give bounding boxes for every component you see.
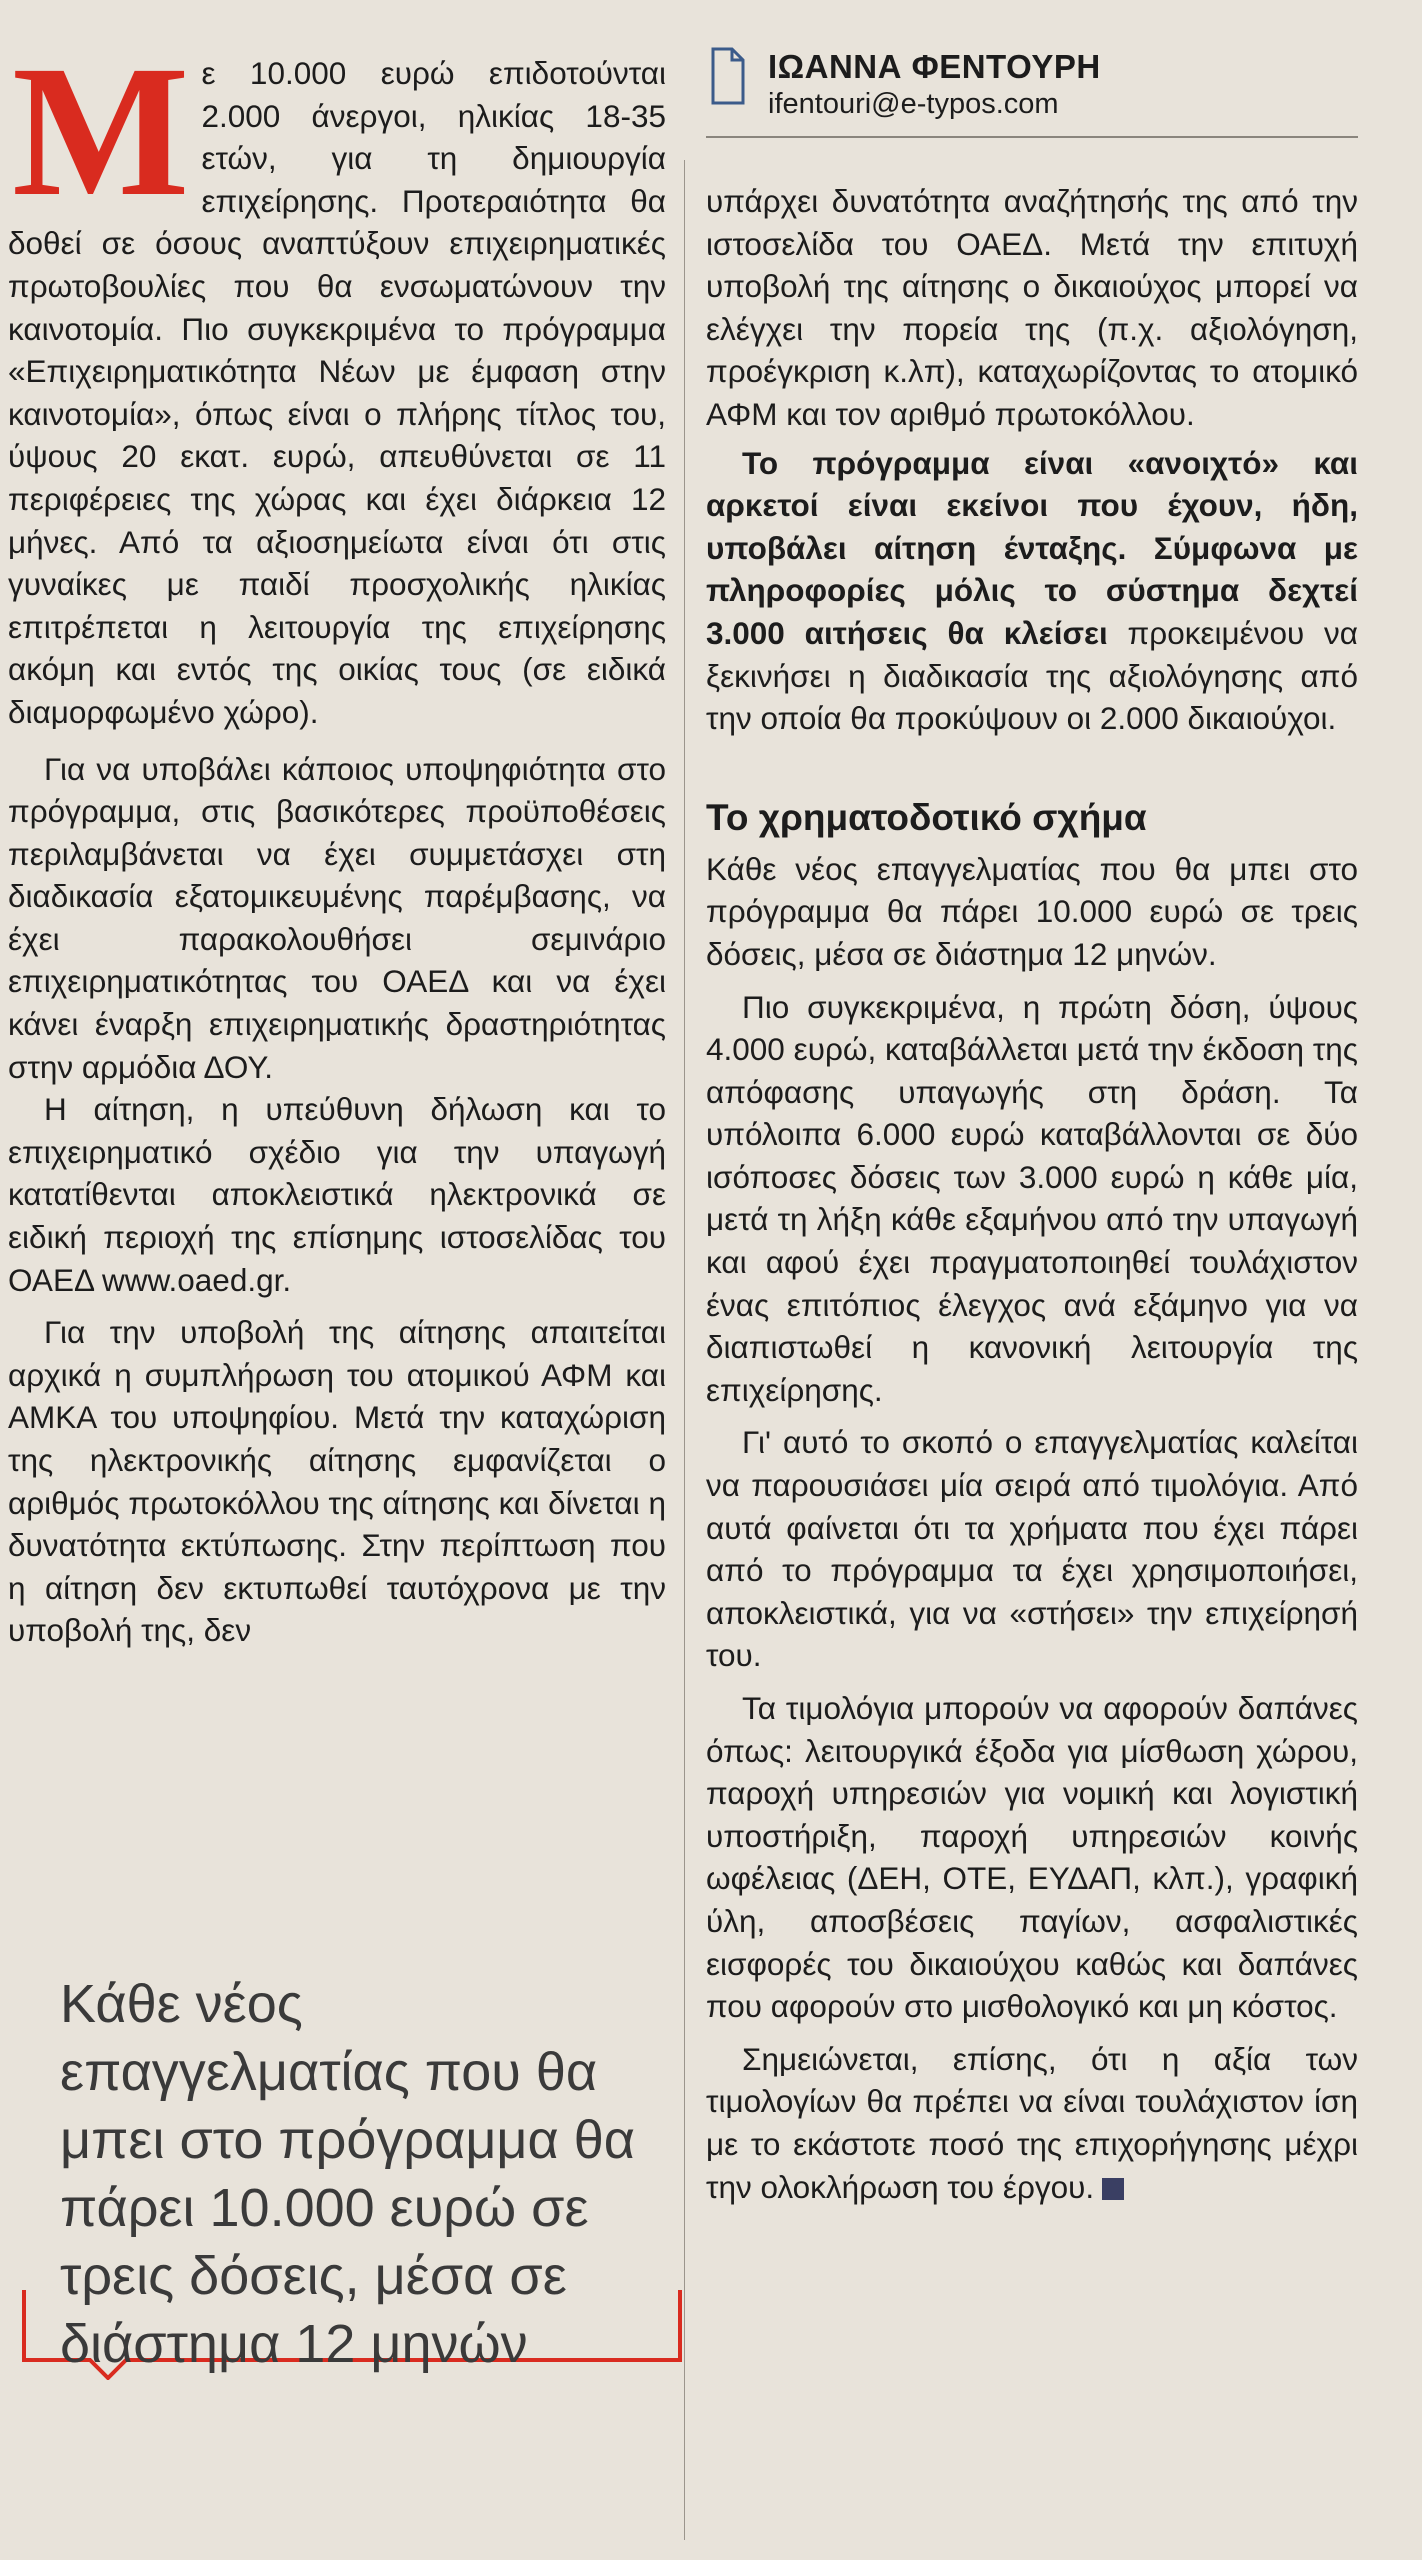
paragraph-continued: υπάρχει δυνατότητα αναζήτησής της από την ιστοσελίδα του ΟΑΕΔ. Μετά την επιτυχή υποβολή της αίτησης ο δικαιούχος μπορεί να ελέγχει την πορεία της (π.χ. αξιολόγηση, προέγκριση κ.λπ), καταχωρίζοντας το ατομικό ΑΦΜ και τον αριθμό πρωτοκόλλου. (706, 183, 1358, 432)
lead-paragraph-wrap (8, 26, 666, 734)
paragraph-requirements: Για να υποβάλει κάποιος υποψηφιότητα στο πρόγραμμα, στις βασικότερες προϋποθέσεις περιλαμβάνεται να έχει συμμετάσχει στη διαδικασία εξατομικευμένης παρέμβασης, να έχει παρακολουθήσει σεμινάριο επιχειρηματικότητας του ΟΑΕΔ και να έχει κάνει έναρξη επιχειρηματικής δραστηριότητας στην αρμόδια ΔΟΥ. (8, 750, 666, 1085)
paragraph-application: Η αίτηση, η υπεύθυνη δήλωση και το επιχειρηματικό σχέδιο για την υπαγωγή κατατίθενται αποκλειστικά ηλεκτρονικά σε ειδική περιοχή της επίσημης ιστοσελίδας του ΟΑΕΔ www.oaed.gr. (8, 1091, 666, 1298)
paragraph-installments: Πιο συγκεκριμένα, η πρώτη δόση, ύψους 4.000 ευρώ, καταβάλλεται μετά την έκδοση της απόφασης υπαγωγής στη δράση. Τα υπόλοιπα 6.000 ευρώ καταβάλλονται σε δύο ισόποσες δόσεις των 3.000 ευρώ η κάθε μία, μετά τη λήξη κάθε εξαμήνου από την υπαγωγή και αφού έχει πραγματοποιηθεί τουλάχιστον ένας επιτόπιος έλεγχος ανά εξάμηνο για να διαπιστωθεί η κανονική λειτουργία της επιχείρησης. (706, 988, 1358, 1408)
subheading: Το χρηματοδοτικό σχήμα (706, 796, 1147, 838)
paragraph-open-program (706, 442, 1358, 740)
end-mark-icon (1102, 2178, 1124, 2200)
paragraph-final (706, 2038, 1358, 2208)
author-name: ΙΩΑΝΝΑ ΦΕΝΤΟΥΡΗ (768, 48, 1101, 85)
paragraph-funding: Κάθε νέος επαγγελματίας που θα μπει στο πρόγραμμα θα πάρει 10.000 ευρώ σε τρεις δόσεις, μέσα σε διάστημα 12 μηνών. (706, 850, 1358, 972)
paragraph-invoices: Γι' αυτό το σκοπό ο επαγγελματίας καλείται να παρουσιάσει μία σειρά από τιμολόγια. Από αυτά φαίνεται ότι τα χρήματα που έχει πάρει από το πρόγραμμα τα έχει χρησιμοποιήσει, αποκλειστικά, για να «στήσει» την επιχείρησή του. (706, 1424, 1358, 1674)
paragraph-final-text: Σημειώνεται, επίσης, ότι η αξία των τιμολογίων θα πρέπει να είναι τουλάχιστον ίση με το εκάστοτε ποσό της επιχορήγησης μέχρι την ολοκλήρωση του έργου. (706, 2040, 1358, 2205)
paragraph-expenses: Τα τιμολόγια μπορούν να αφορούν δαπάνες όπως: λειτουργικά έξοδα για μίσθωση χώρου, παροχή υπηρεσιών για νομική και λογιστική υποστήριξη, παροχή υπηρεσιών κοινής ωφέλειας (ΔΕΗ, ΟΤΕ, ΕΥΔΑΠ, κλπ.), γραφική ύλη, αποσβέσεις παγίων, ασφαλιστικές εισφορές του δικαιούχου καθώς και δαπάνες που αφορούν στο μισθολογικό και μη κόστος. (706, 1690, 1358, 2025)
pull-quote-text: Κάθε νέος επαγγελματίας που θα μπει στο πρόγραμμα θα πάρει 10.000 ευρώ σε τρεις δόσεις, μέσα σε διάστημα 12 μηνών (60, 1974, 636, 2374)
highlighted-text: Το πρόγραμμα είναι «ανοιχτό» και αρκετοί είναι εκείνοι που έχουν, ήδη, υποβάλει αίτηση ένταξης. Σύμφωνα με πληροφορίες μόλις το σύστημα δεχτεί 3.000 αιτήσεις θα κλείσει (706, 444, 1358, 651)
drop-cap: Μ (12, 26, 190, 235)
paragraph-submission: Για την υποβολή της αίτησης απαιτείται αρχικά η συμπλήρωση του ατομικού ΑΦΜ και ΑΜΚΑ του υποψηφίου. Μετά την καταχώριση της ηλεκτρονικής αίτησης εμφανίζεται ο αριθμός πρωτοκόλλου της αίτησης και δίνεται η δυνατότητα εκτύπωσης. Στην περίπτωση που η αίτηση δεν εκτυπωθεί ταυτόχρονα με την υποβολή της, δεν (8, 1314, 666, 1649)
byline-spacer (706, 52, 1358, 180)
paragraph-open-program-rest: προκειμένου να ξεκινήσει η διαδικασία της αξιολόγησης από την οποία θα προκύψουν οι 2.000 δικαιούχοι. (706, 614, 1358, 737)
column-right (706, 52, 1358, 2208)
author-email[interactable]: ifentouri@e-typos.com (768, 88, 1059, 120)
lead-paragraph: ε 10.000 ευρώ επιδοτούνται 2.000 άνεργοι, ηλικίας 18-35 ετών, για τη δημιουργία επιχείρησης. Προτεραιότητα θα δοθεί σε όσους αναπτύξουν επιχειρηματικές πρωτοβουλίες που θα ενσωματώνουν την καινοτομία. Πιο συγκεκριμένα το πρόγραμμα «Επιχειρηματικότητα Νέων με έμφαση στην καινοτομία», όπως είναι ο πλήρης τίτλος του, ύψους 20 εκατ. ευρώ, απευθύνεται σε 11 περιφέρειες της χώρας και έχει διάρκεια 12 μήνες. Από τα αξιοσημείωτα είναι ότι στις γυναίκες με παιδί προσχολικής ηλικίας επιτρέπεται η λειτουργία της επιχείρησης ακόμη και εντός της οικίας τους (σε ειδικά διαμορφωμένο χώρο). (8, 55, 666, 730)
column-left (8, 26, 666, 1652)
pull-quote (20, 1960, 680, 2374)
